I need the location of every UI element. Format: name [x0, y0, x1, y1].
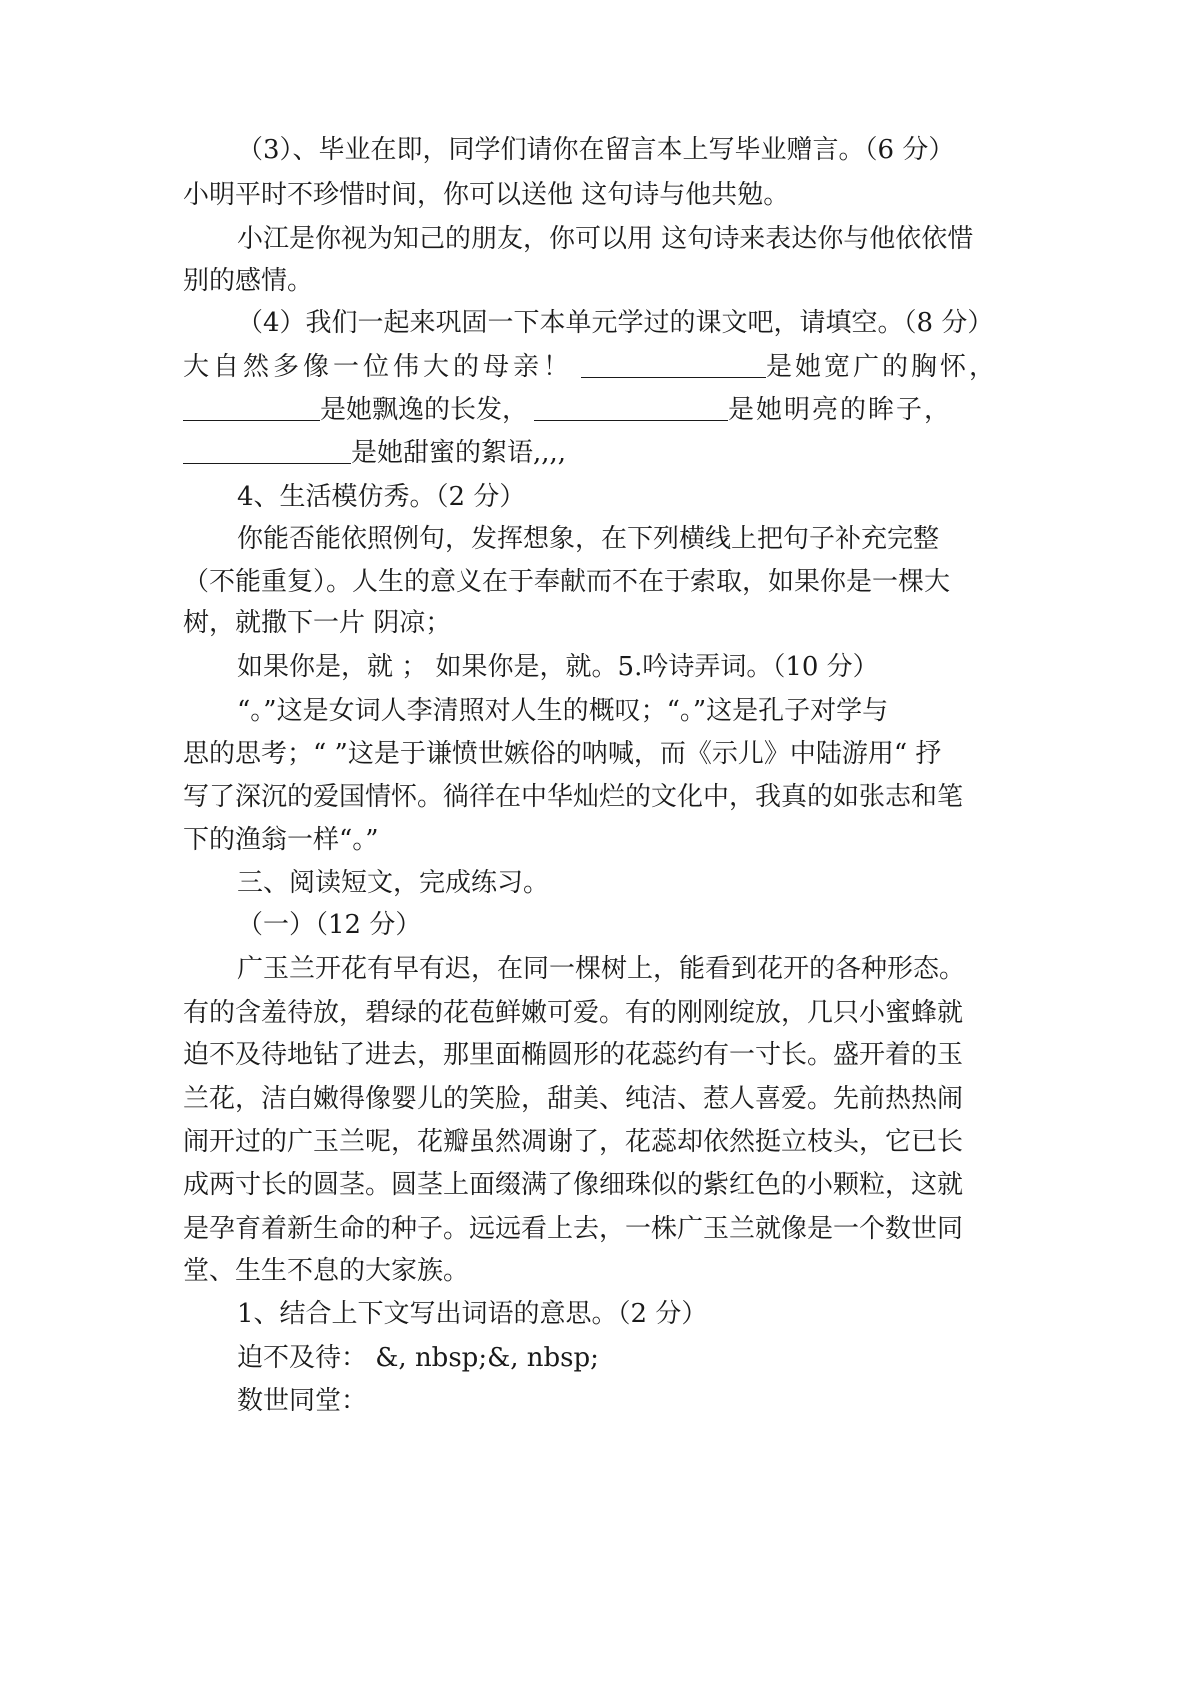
- answer-blank[interactable]: [183, 437, 351, 464]
- section-3-heading: 三、阅读短文，完成练习。: [237, 868, 550, 898]
- passage-line: 有的含羞待放，碧绿的花苞鲜嫩可爱。有的刚刚绽放，几只小蜜蜂就: [183, 998, 964, 1028]
- answer-blank[interactable]: [581, 351, 766, 378]
- passage-line: 成两寸长的圆茎。圆茎上面缀满了像细珠似的紫红色的小颗粒，这就: [183, 1170, 964, 1200]
- text-segment: 是她宽广的胸怀，: [766, 352, 999, 382]
- part-1-heading: （一）（12 分）: [237, 910, 422, 940]
- answer-blank[interactable]: [534, 394, 728, 421]
- fill-line: [183, 350, 998, 384]
- text-line: 小明平时不珍惜时间，你可以送他 这句诗与他共勉。: [183, 180, 790, 210]
- fill-line: [183, 393, 952, 427]
- passage-line: 兰花，洁白嫩得像婴儿的笑脸，甜美、纯洁、惹人喜爱。先前热热闹: [183, 1084, 964, 1114]
- text-segment: 是她甜蜜的絮语,,,,: [351, 438, 567, 468]
- passage-line: 堂、生生不息的大家族。: [183, 1256, 470, 1286]
- text-line: 你能否能依照例句，发挥想象，在下列横线上把句子补充完整: [237, 524, 940, 554]
- text-line: 别的感情。: [183, 266, 314, 296]
- text-segment: 是她飘逸的长发，: [320, 395, 529, 425]
- passage-line: 是孕育着新生命的种子。远远看上去，一株广玉兰就像是一个数世同: [183, 1214, 964, 1244]
- passage-line: 迫不及待地钻了进去，那里面椭圆形的花蕊约有一寸长。盛开着的玉: [183, 1040, 964, 1070]
- text-line: （不能重复）。人生的意义在于奉献而不在于索取，如果你是一棵大: [183, 567, 951, 597]
- exercise-answer-line: 数世同堂：: [237, 1386, 368, 1416]
- text-line: 如果你是，就 ； 如果你是，就。5.吟诗弄词。（10 分）: [237, 652, 879, 682]
- text-line: 思的思考；“ ”这是于谦愤世嫉俗的呐喊，而《示儿》中陆游用“ 抒: [183, 739, 942, 769]
- text-line: “。”这是女词人李清照对人生的概叹；“。”这是孔子对学与: [237, 696, 889, 726]
- text-segment: 大自然多像一位伟大的母亲！: [183, 352, 574, 382]
- text-line: 下的渔翁一样“。”: [183, 825, 379, 855]
- text-line: 写了深沉的爱国情怀。徜徉在中华灿烂的文化中，我真的如张志和笔: [183, 782, 964, 812]
- question-4-life-heading: 4、生活模仿秀。（2 分）: [237, 482, 526, 512]
- question-4-heading: （4）我们一起来巩固一下本单元学过的课文吧，请填空。（8 分）: [237, 308, 994, 338]
- passage-line: 闹开过的广玉兰呢，花瓣虽然凋谢了，花蕊却依然挺立枝头，它已长: [183, 1127, 964, 1157]
- answer-blank[interactable]: [183, 394, 320, 421]
- text-segment: 是她明亮的眸子，: [728, 395, 953, 425]
- exercise-1-heading: 1、结合上下文写出词语的意思。（2 分）: [237, 1299, 708, 1329]
- exercise-answer-line: 迫不及待： &, nbsp;&, nbsp;: [237, 1343, 599, 1373]
- fill-line: [183, 436, 566, 470]
- passage-line: 广玉兰开花有早有迟，在同一棵树上，能看到花开的各种形态。: [237, 954, 966, 984]
- text-line: 树，就撒下一片 阴凉；: [183, 608, 452, 638]
- question-3-heading: （3）、毕业在即，同学们请你在留言本上写毕业赠言。（6 分）: [237, 135, 955, 165]
- text-line: 小江是你视为知己的朋友，你可以用 这句诗来表达你与他依依惜: [237, 224, 974, 254]
